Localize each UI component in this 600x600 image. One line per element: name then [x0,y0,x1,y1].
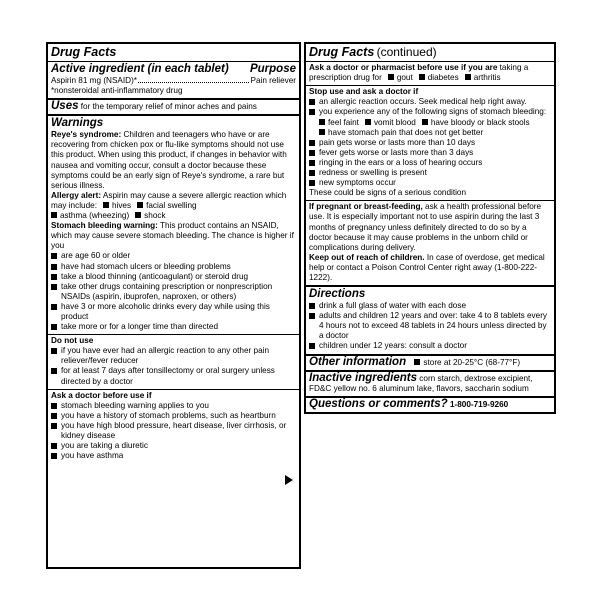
directions-heading: Directions [309,288,366,301]
list-item: new symptoms occur [309,178,551,188]
uses-text: for the temporary relief of minor aches and pains [80,102,257,112]
list-item: for at least 7 days after tonsillectomy or oral surgery unless directed by a doctor [51,366,296,386]
list-item: you have asthma [51,451,296,461]
list-item: have had stomach ulcers or bleeding problems [51,262,296,272]
drug-facts-left-panel [46,42,301,569]
list-item: you are taking a diuretic [51,441,296,451]
ask-doctor-heading: Ask a doctor before use if [51,390,152,400]
uses-section [48,100,299,114]
ingredient-name: Aspirin 81 mg (NSAID)* [51,76,137,85]
drug-facts-continued-panel [304,42,556,414]
other-information-section [306,356,554,370]
list-item: stomach bleeding warning applies to you [51,401,296,411]
ingredient-purpose: Pain reliever [250,76,296,85]
uses-heading: Uses [51,100,79,113]
list-item: have 3 or more alcoholic drinks every day while using this product [51,302,296,322]
questions-phone: 1-800-719-9260 [449,399,509,409]
do-not-use-section [48,335,299,388]
questions-section [306,398,554,412]
list-item: ringing in the ears or a loss of hearing occurs [309,158,551,168]
purpose-heading: Purpose [249,63,296,75]
list-item: take other drugs containing prescription or nonprescription NSAIDs (aspirin, ibuprofen, naproxen, or others) [51,282,296,302]
drug-facts-title-continued: Drug Facts [309,45,375,59]
list-item: take a blood thinning (anticoagulant) or steroid drug [51,272,296,282]
other-information-heading: Other information [309,355,407,368]
bleeding-signs: feel faint vomit blood have bloody or black stools [309,118,551,128]
stop-use-heading: Stop use and ask a doctor if [309,87,419,97]
list-item: are age 60 or older [51,251,296,261]
list-item: drink a full glass of water with each dose [309,301,551,311]
ask-doctor-section [48,390,299,490]
inactive-ingredients-heading: Inactive ingredients [309,371,418,384]
serious-note: These could be signs of a serious condition [309,188,467,198]
list-item: you have high blood pressure, heart disease, liver cirrhosis, or kidney disease [51,421,296,441]
list-item: you experience any of the following signs of stomach bleeding: [309,107,551,117]
list-item: fever gets worse or lasts more than 3 days [309,148,551,158]
inactive-ingredients-text: corn starch, dextrose excipient, FD&C yellow no. 6 aluminum lake, flavors, saccharin sodium [309,373,533,393]
questions-heading: Questions or comments? [309,397,448,410]
active-ingredient-heading: Active ingredient (in each tablet) [51,63,229,75]
warnings-section [48,116,299,334]
allergy-paragraph-2: asthma (wheezing) shock [51,211,296,221]
bleeding-signs-2: have stomach pain that does not get better [309,128,551,138]
stop-use-section [306,86,554,200]
list-item: pain gets worse or lasts more than 10 days [309,138,551,148]
do-not-use-heading: Do not use [51,336,94,346]
warnings-heading: Warnings [51,117,104,130]
continue-arrow-icon [285,475,293,485]
reyes-paragraph: Reye's syndrome: Children and teenagers who have or are recovering from chicken pox or flu-like symptoms should not use this product. When using this product, if changes in behavior with nausea and vomiting occur, consult a doctor because these symptoms could be an early sign of Reye's syndrome, a rare but serious illness. [51,130,287,190]
list-item: children under 12 years: consult a doctor [309,341,551,351]
continued-label: (continued) [376,45,437,59]
drug-facts-title-section [48,44,299,61]
list-item: redness or swelling is present [309,168,551,178]
drug-facts-right-column [304,42,556,417]
other-information-text: store at 20-25°C (68-77°F) [423,357,521,367]
stomach-paragraph: Stomach bleeding warning: This product contains an NSAID, which may cause severe stomach bleeding. The chance is higher if you [51,221,294,251]
list-item: adults and children 12 years and over: take 4 to 8 tablets every 4 hours not to exceed 48 tablets in 24 hours unless directed by a doctor [309,311,551,341]
directions-section [306,287,554,353]
nsaid-note: *nonsteroidal anti-inflammatory drug [51,86,183,96]
list-item: take more or for a longer time than directed [51,322,296,332]
allergy-paragraph: Allergy alert: Aspirin may cause a severe allergic reaction which may include: hives facial swelling [51,190,287,210]
list-item: if you have ever had an allergic reaction to any other pain reliever/fever reducer [51,346,296,366]
ask-pharmacist-section: Ask a doctor or pharmacist before use if you are taking a prescription drug for gout diabetes arthritis [309,63,529,83]
list-item: an allergic reaction occurs. Seek medical help right away. [309,97,551,107]
inactive-ingredients-section [306,372,554,396]
active-ingredient-section [48,62,299,98]
list-item: you have a history of stomach problems, such as heartburn [51,411,296,421]
drug-facts-title: Drug Facts [51,45,117,59]
pregnancy-section: If pregnant or breast-feeding, ask a health professional before use. It is especially important not to use aspirin during the last 3 months of pregnancy unless definitely directed to do so by a doctor because it may cause problems in the unborn child or complications during delivery. Keep out of reach of children. In case of overdose, get medical help or contact a Poison Control Center right away (1-800-222-1222). [309,202,545,282]
